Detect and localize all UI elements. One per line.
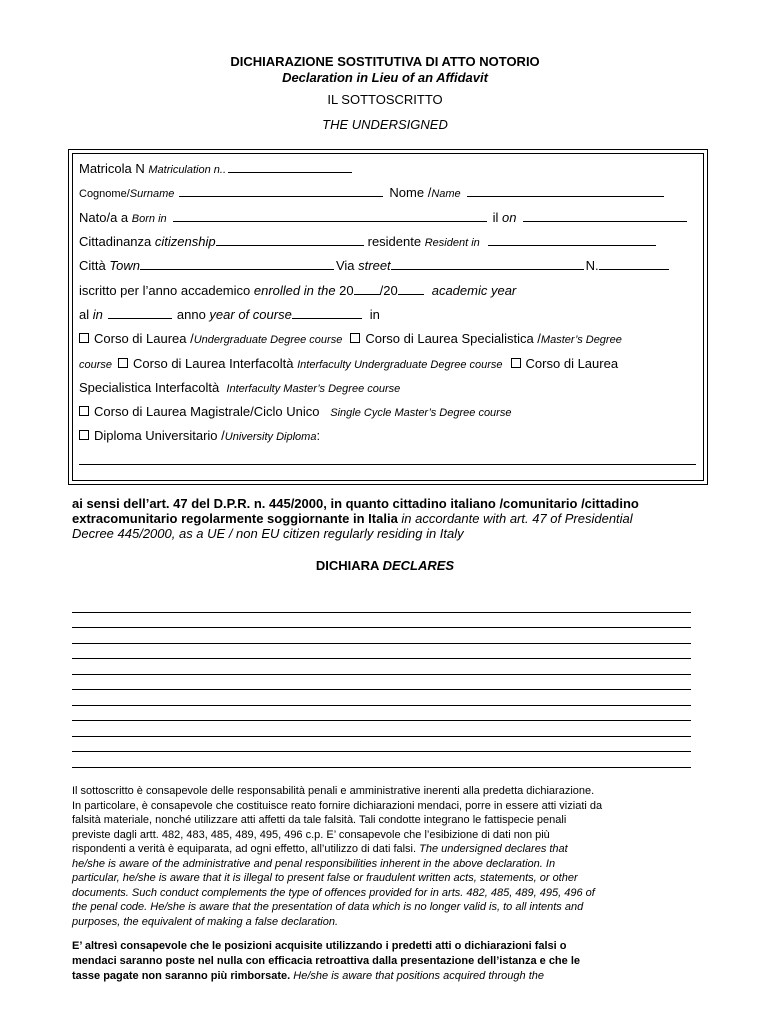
opt6-label: Diploma Universitario / [94, 428, 225, 443]
anno-label: anno [176, 307, 206, 322]
course-year-detail-field[interactable] [292, 317, 362, 319]
cognome-label-en: Surname [129, 188, 175, 200]
awareness-line: Il sottoscritto è consapevole delle responsabilità penali e amministrative inerenti alla predetta dichiarazione. [72, 785, 595, 797]
matricola-row [79, 156, 354, 176]
declaration-line[interactable] [72, 767, 691, 768]
nome-label-en: Name [431, 188, 461, 200]
awareness-paragraph [72, 784, 698, 929]
diploma-detail-field[interactable] [79, 464, 696, 465]
il-label-en: on [502, 210, 517, 225]
awareness-line: the penal code. He/she is aware that the presentation of data which is no longer valid is, to all intents and [72, 901, 584, 913]
declares-en: DECLARES [382, 558, 455, 573]
opt4-label: Corso di Laurea [525, 356, 619, 371]
al-label: al [79, 307, 90, 322]
opt2-label: Corso di Laurea Specialistica / [365, 331, 541, 346]
opt6-colon: : [316, 428, 321, 443]
magistrale-checkbox[interactable] [79, 406, 89, 416]
awareness-line [72, 842, 698, 857]
opt3-label-en: Interfaculty Undergraduate Degree course [297, 359, 503, 371]
cittadinanza-label-en: citizenship [154, 234, 216, 249]
opt3-label: Corso di Laurea Interfacoltà [133, 356, 294, 371]
year-end-field[interactable] [398, 293, 424, 295]
residence-field[interactable] [488, 244, 656, 246]
interfacolta-checkbox[interactable] [118, 358, 128, 368]
name-field[interactable] [467, 195, 664, 197]
opt2-label-en: Master’s Degree [540, 334, 622, 346]
legal-line-3: Decree 445/2000, as a UE / non EU citizen regularly residing in Italy [72, 526, 464, 541]
awareness-line: In particolare, è consapevole che costituisce reato fornire dichiarazioni mendaci, porre in essere atti viziati da [72, 799, 603, 812]
street-field[interactable] [391, 268, 584, 270]
document-title: DICHIARAZIONE SOSTITUTIVA DI ATTO NOTORIO [230, 54, 540, 69]
legal-line-1: ai sensi dell’art. 47 del D.P.R. n. 445/2000, in quanto cittadino italiano /comunitario /cittadino [72, 496, 639, 511]
awareness-line: previste dagli artt. 482, 483, 485, 489, 495, 496 c.p. E’ consapevole che l’esibizione di dati non più [72, 828, 550, 841]
iscritto-label: iscritto per l’anno accademico [79, 283, 251, 298]
declares-it: DICHIARA [315, 558, 379, 573]
declaration-line[interactable] [72, 643, 691, 644]
declaration-line[interactable] [72, 627, 691, 628]
citta-label: Città [79, 258, 106, 273]
al-label-en: in [92, 307, 103, 322]
year-start-field[interactable] [354, 293, 380, 295]
opt4-label-en: Interfaculty Master’s Degree course [226, 383, 401, 395]
iscritto-label-en: enrolled in the [253, 283, 336, 298]
anno-label-en: year of course [209, 307, 292, 322]
cittadinanza-label: Cittadinanza [79, 234, 152, 249]
address-row [79, 253, 671, 273]
course-year-field[interactable] [108, 317, 172, 319]
degree-options-row-2 [79, 351, 618, 371]
consequences-line: mendaci saranno poste nel nulla con efficacia retroattiva dalla presentazione dell’istanza e che le [72, 955, 581, 967]
nato-label-en: Born in [131, 213, 167, 225]
awareness-line-en: The undersigned declares that [419, 843, 568, 855]
citta-label-en: Town [109, 258, 140, 273]
consequences-line [72, 969, 698, 984]
declaration-line[interactable] [72, 720, 691, 721]
name-row [79, 180, 666, 200]
awareness-line: purposes, the equivalent of making a false declaration. [72, 915, 338, 928]
residente-label: residente [367, 234, 422, 249]
undersigned-heading: IL SOTTOSCRITTO [327, 92, 443, 107]
declaration-line[interactable] [72, 705, 691, 706]
opt5-label: Corso di Laurea Magistrale/Ciclo Unico [94, 404, 320, 419]
declaration-line[interactable] [72, 612, 691, 613]
birthplace-field[interactable] [173, 220, 487, 222]
opt4-label-cont: Specialistica Interfacoltà [79, 380, 220, 395]
matricola-label: Matricola N [79, 161, 145, 176]
document-title-en: Declaration in Lieu of an Affidavit [282, 70, 488, 85]
birth-row [79, 205, 689, 225]
undersigned-heading-en: THE UNDERSIGNED [322, 117, 448, 132]
numero-label: N. [585, 258, 599, 273]
opt5-label-en: Single Cycle Master’s Degree course [330, 407, 512, 419]
legal-line-2 [72, 511, 700, 526]
enrollment-row [79, 278, 516, 298]
declaration-line[interactable] [72, 689, 691, 690]
opt6-label-en: University Diploma [224, 431, 317, 443]
course-year-row [79, 302, 380, 322]
citizenship-row [79, 229, 658, 249]
matricola-field[interactable] [228, 171, 352, 173]
via-label-en: street [358, 258, 391, 273]
declaration-line[interactable] [72, 674, 691, 675]
surname-field[interactable] [179, 195, 383, 197]
matricola-label-en: Matriculation n.. [148, 164, 227, 176]
specialistica-checkbox[interactable] [350, 333, 360, 343]
legal-line-2-italic: in accordante with art. 47 of Presidential [401, 511, 633, 526]
awareness-line-it: rispondenti a verità è equiparata, ad ogni effetto, all’utilizzo di dati falsi. [72, 843, 417, 855]
awareness-line: particular, he/she is aware that it is illegal to present false or fraudulent written acts, statements, or other [72, 872, 578, 884]
in-label: in [369, 307, 380, 322]
degree-options-row-3 [79, 375, 400, 395]
street-number-field[interactable] [599, 268, 669, 270]
academic-year-label: academic year [431, 283, 517, 298]
birthdate-field[interactable] [523, 220, 687, 222]
town-field[interactable] [140, 268, 334, 270]
opt1-label: Corso di Laurea / [94, 331, 194, 346]
consequences-line-bold: tasse pagate non saranno più rimborsate. [72, 970, 291, 982]
opt1-label-en: Undergraduate Degree course [193, 334, 343, 346]
declares-heading [0, 558, 770, 573]
awareness-line: he/she is aware of the administrative and penal responsibilities inherent in the above declaration. In [72, 857, 556, 870]
legal-basis-paragraph [72, 496, 700, 541]
awareness-line: falsità materiale, nonché utilizzare atti affetti da tale falsità. Tali condotte integrano le fattispecie penali [72, 814, 567, 826]
degree-options-row-4 [79, 399, 511, 419]
degree-options-row-1 [79, 326, 622, 346]
awareness-line: documents. Such conduct complements the type of offences provided for in arts. 482, 485, 489, 495, 496 of [72, 886, 595, 899]
opt2-label-en-cont: course [79, 359, 113, 371]
citizenship-field[interactable] [216, 244, 364, 246]
cognome-label: Cognome/ [79, 188, 130, 200]
consequences-paragraph [72, 939, 698, 984]
residente-label-en: Resident in [424, 237, 480, 249]
year-prefix-2: /20 [379, 283, 398, 298]
diploma-checkbox[interactable] [79, 430, 89, 440]
specialistica-interfacolta-checkbox[interactable] [511, 358, 521, 368]
il-label: il [492, 210, 499, 225]
degree-options-row-5 [79, 423, 320, 443]
consequences-line-en: He/she is aware that positions acquired through the [293, 970, 545, 982]
nato-label: Nato/a a [79, 210, 129, 225]
via-label: Via [335, 258, 355, 273]
legal-line-2-bold: extracomunitario regolarmente soggiornante in Italia [72, 511, 398, 526]
nome-label: Nome / [389, 185, 432, 200]
declaration-line[interactable] [72, 751, 691, 752]
year-prefix-1: 20 [339, 283, 354, 298]
consequences-line: E’ altresì consapevole che le posizioni acquisite utilizzando i predetti atti o dichiarazioni falsi o [72, 940, 567, 952]
undergraduate-checkbox[interactable] [79, 333, 89, 343]
declaration-line[interactable] [72, 658, 691, 659]
declaration-line[interactable] [72, 736, 691, 737]
